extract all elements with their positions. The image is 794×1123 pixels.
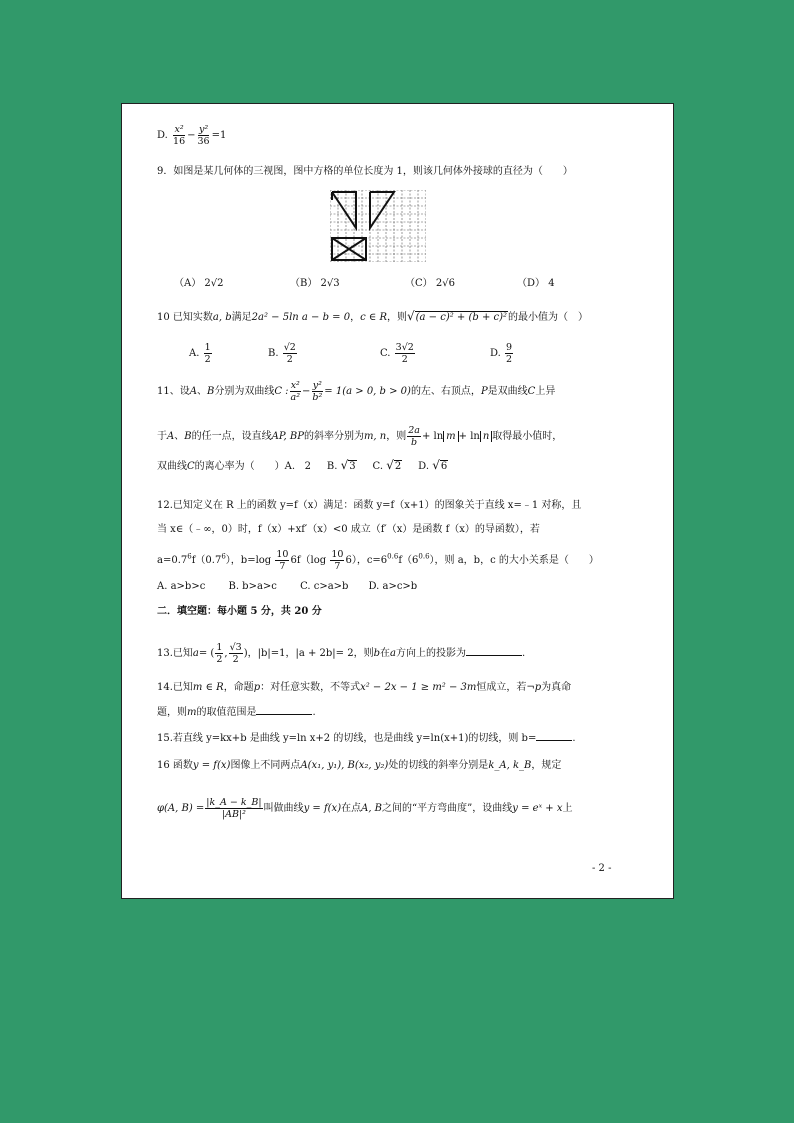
three-view-figure	[330, 190, 426, 262]
q11-line-2: 于A、B的任一点，设直线AP, BP的斜率分别为m, n，则 $\frac{2a}{b}$ + ln m + ln n 取得最小值时，	[157, 425, 563, 448]
q11-line-1: 11、设A、B分别为双曲线C : $\frac{\text{x²}}{\text{a²}}$ − $\frac{\text{y²}}{\text{b²}}$ = 1(a > 0, b > 0)的左、右顶点，P是双曲线C上异	[157, 380, 556, 403]
q10-option-a: A. $\frac{1}{2}$	[189, 342, 211, 365]
q12-line-2: 当 x∈（﹣∞，0）时，f（x）+xf′（x）<0 成立（f′（x）是函数 f（x）的导函数），若	[157, 524, 540, 535]
q9-option-c: （C） 2√6	[405, 278, 455, 289]
q14-line-2: 题，则m的取值范围是 .	[157, 707, 316, 718]
q14-answer-blank[interactable]	[256, 705, 312, 715]
q15: 15.若直线 y=kx+b 是曲线 y=ln x+2 的切线，也是曲线 y=ln(x+1)的切线，则 b= .	[157, 733, 576, 744]
q12-line-3: $a=0.7^6f(0.7^6)$，b=log $\frac{10}{7}$ 6f（log $\frac{10}{7}$ 6），$c=6^{0.6}f(6^{0.6})$，则 a，b，c 的大小关系是（ ）	[157, 549, 599, 572]
q10-option-c: C. $\frac{3√2}{2}$	[380, 342, 414, 365]
section-fill-in-heading: 二．填空题：每小题 5 分，共 20 分	[157, 606, 322, 617]
q13-answer-blank[interactable]	[466, 646, 522, 656]
q10-stem: 10 已知实数a, b满足2a² − 5ln a − b = 0，c ∈ R，则√(a − c)² + (b + c)²的最小值为（ ）	[157, 309, 589, 323]
q10-option-d: D. $\frac{9}{2}$	[490, 342, 513, 365]
q9-option-a: （A） 2√2	[174, 278, 224, 289]
q9-option-b: （B） 2√3	[290, 278, 340, 289]
q16-line-2: φ(A, B) = $\frac{|k\_A - k\_B|}{\text{|AB|²}}$ 叫做曲线y = f(x)在点A, B之间的“平方弯曲度”，设曲线y = eˣ + x上	[157, 797, 573, 820]
q13: 13.已知a= ( $\frac{1}{2}$ , $\frac{√3}{2}$ )，|b|=1，|a + 2b|= 2，则b在a方向上的投影为 .	[157, 642, 526, 665]
q16-line-1: 16 函数y = f(x)图像上不同两点A(x₁, y₁), B(x₂, y₂)处的切线的斜率分别是k_A, k_B，规定	[157, 760, 562, 771]
q9-option-d: （D） 4	[517, 278, 555, 289]
q11-line-3: 双曲线C的离心率为（ ）A. 2 B. √3 C. √2 D. √6	[157, 458, 448, 472]
q8-option-d: D. $\frac{\text{x²}}{16}$ − $\frac{\text{y²}}{36}$ =1	[157, 124, 227, 147]
q12-line-1: 12.已知定义在 R 上的函数 y=f（x）满足：函数 y=f（x+1）的图象关于直线 x=﹣1 对称，且	[157, 500, 582, 511]
q14-line-1: 14.已知m ∈ R，命题p：对任意实数，不等式x² − 2x − 1 ≥ m² − 3m恒成立，若¬p为真命	[157, 682, 572, 693]
q9-stem: 9．如图是某几何体的三视图，图中方格的单位长度为 1，则该几何体外接球的直径为（ ）	[157, 166, 573, 177]
q10-option-b: B. $\frac{√2}{2}$	[268, 342, 296, 365]
q15-answer-blank[interactable]	[536, 731, 572, 741]
q12-options: A. a>b>c B. b>a>c C. c>a>b D. a>c>b	[157, 581, 418, 592]
page-number: - 2 -	[592, 863, 612, 874]
paper-page	[121, 103, 674, 899]
